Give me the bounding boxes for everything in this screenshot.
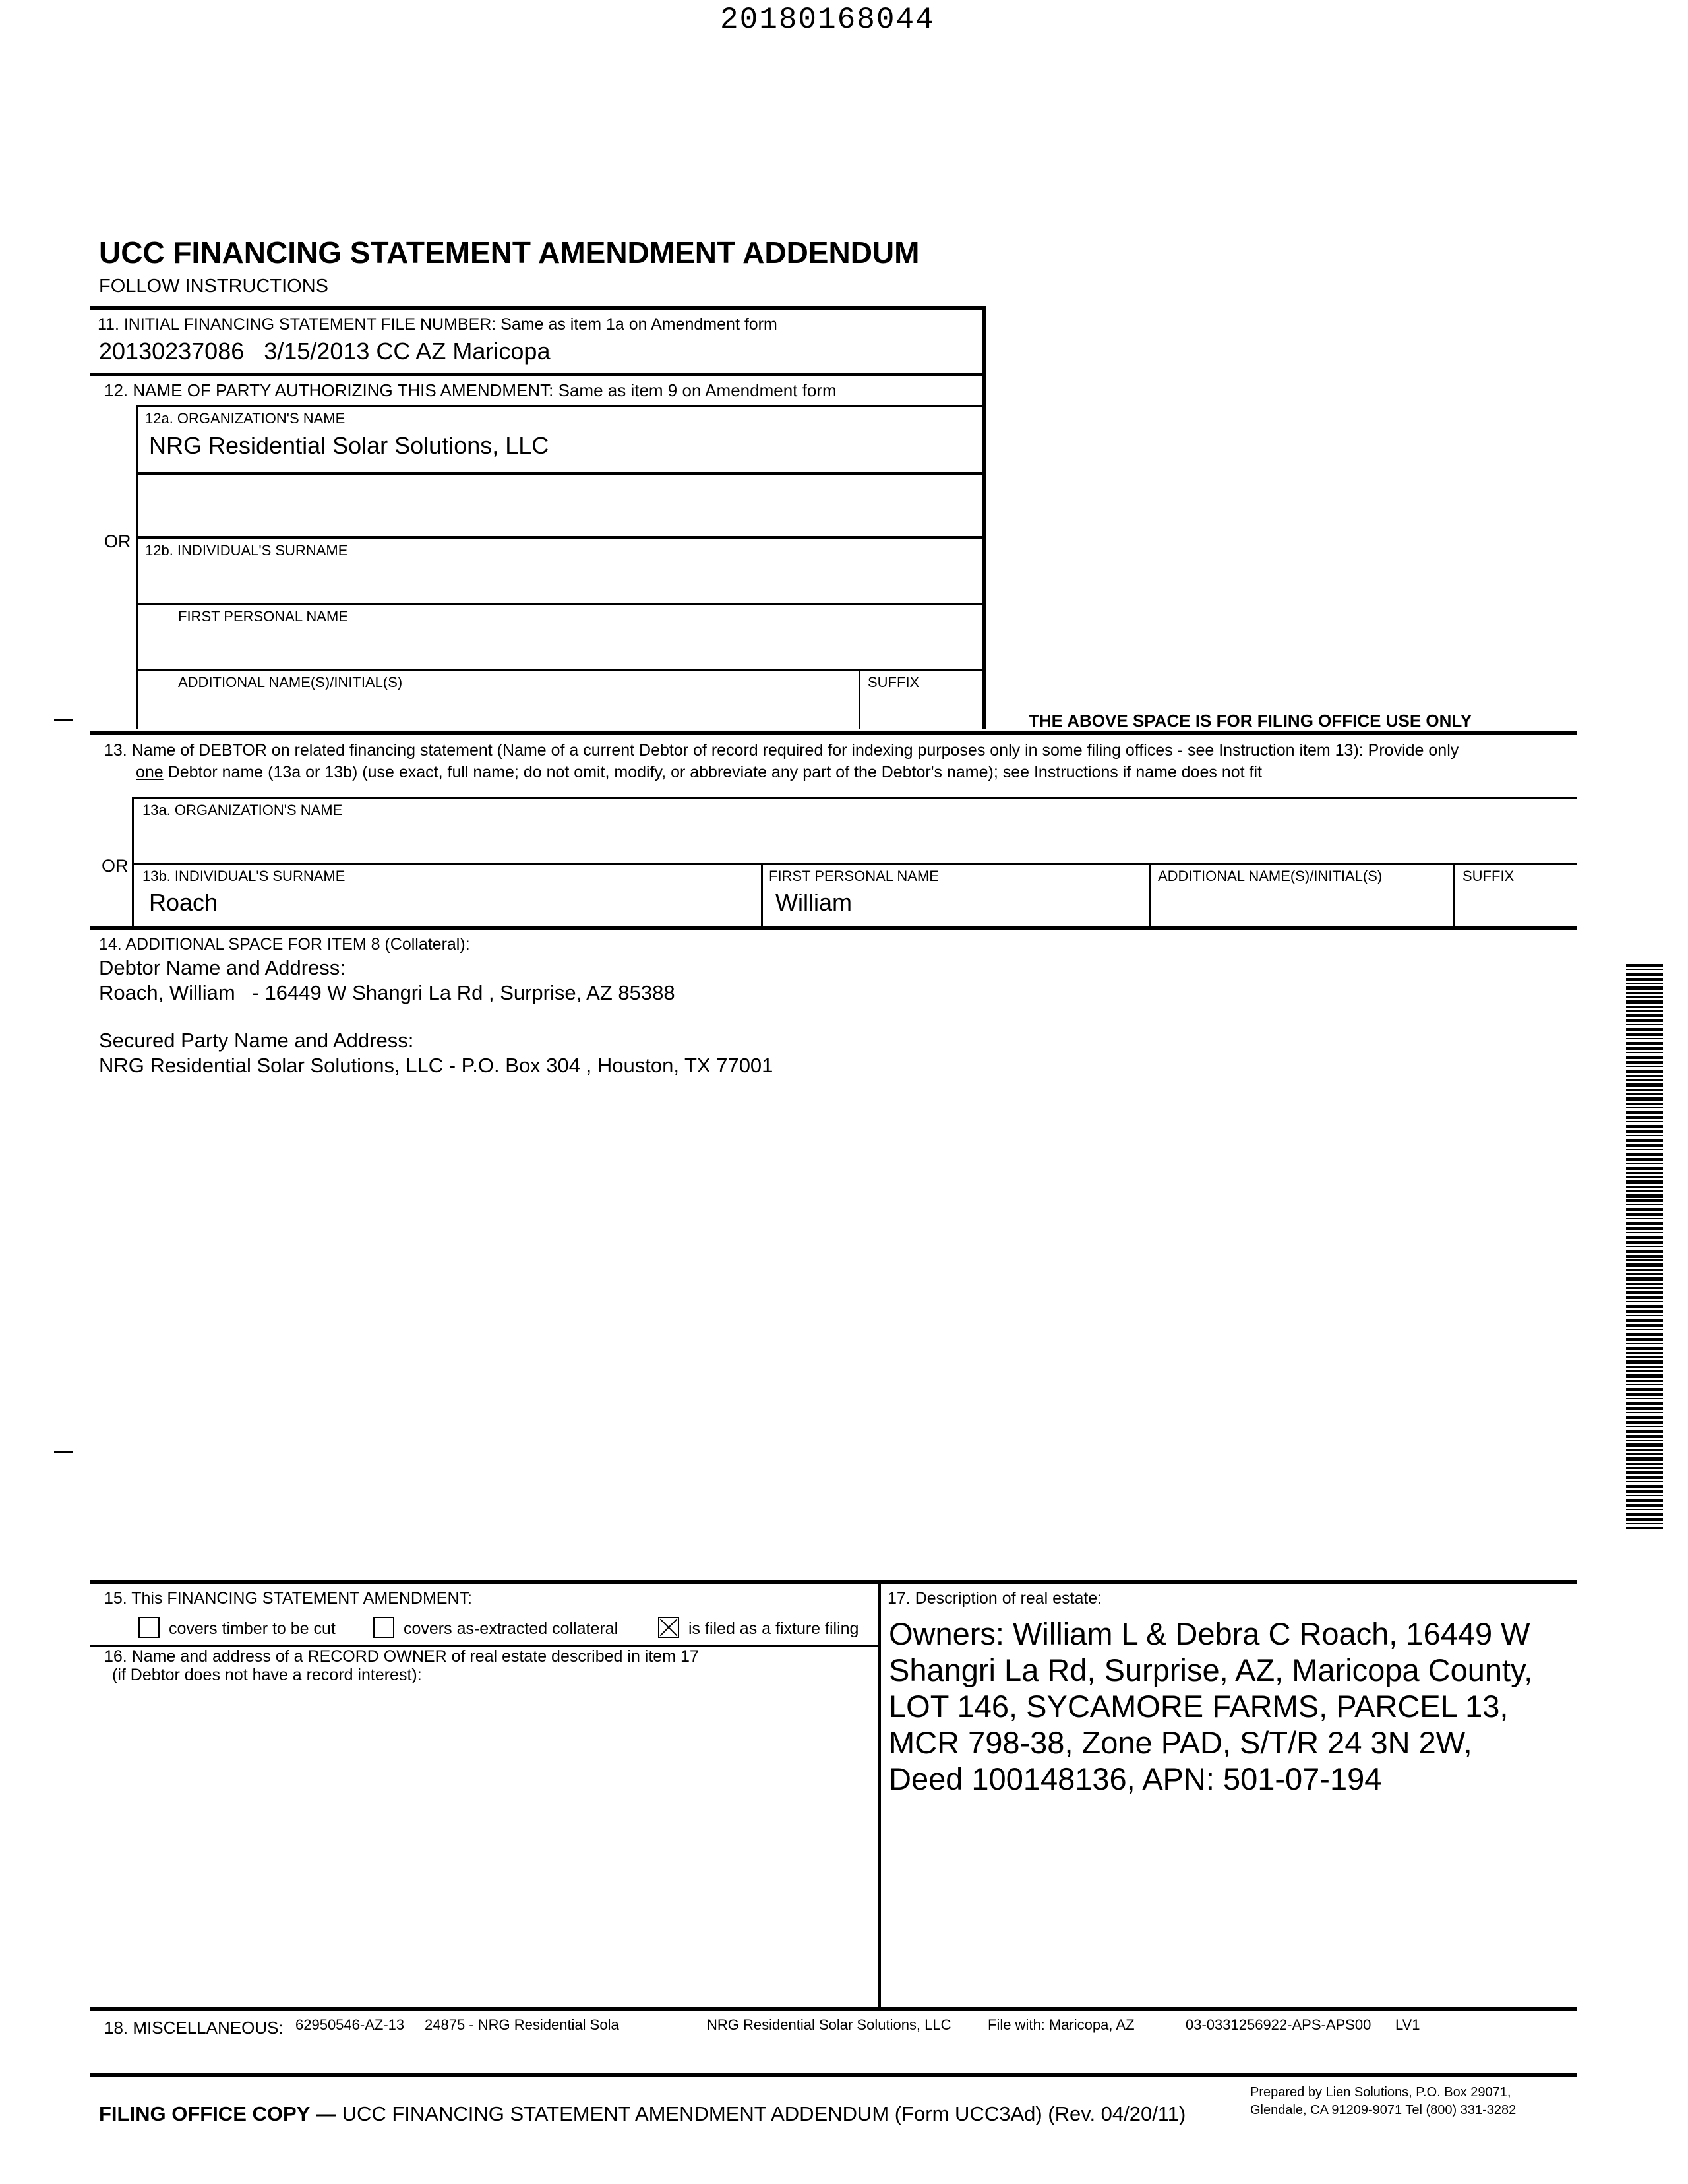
item16-label-line2: (if Debtor does not have a record interest): <box>112 1666 422 1684</box>
timber-checkbox[interactable] <box>138 1617 160 1638</box>
item12b-additional-label: ADDITIONAL NAME(S)/INITIAL(S) <box>178 674 403 690</box>
item13a-top-rule <box>132 797 1577 799</box>
item12a-extra-rule <box>136 536 986 539</box>
item13a-bottom-rule <box>132 863 1577 865</box>
item17-line-5: Deed 100148136, APN: 501-07-194 <box>889 1761 1382 1796</box>
item11-value: 20130237086 3/15/2013 CC AZ Maricopa <box>99 338 551 365</box>
prepared-by-line-2: Glendale, CA 91209-9071 Tel (800) 331-3282 <box>1250 2103 1517 2117</box>
item12a-value: NRG Residential Solar Solutions, LLC <box>149 432 549 459</box>
item13-label-line2 <box>136 763 1262 782</box>
items15-17-top-border <box>90 1580 1577 1584</box>
item18-field-6: LV1 <box>1395 2017 1420 2033</box>
item13b-surname-value: Roach <box>149 889 218 916</box>
item13-bottom-border <box>90 926 1577 930</box>
filing-office-note: THE ABOVE SPACE IS FOR FILING OFFICE USE ONLY <box>1029 711 1472 731</box>
footer-dash: — <box>315 2102 336 2125</box>
fixture-filing-option-label: is filed as a fixture filing <box>688 1620 859 1638</box>
footer-form-line <box>99 2102 1186 2126</box>
item17-line-4: MCR 798-38, Zone PAD, S/T/R 24 3N 2W, <box>889 1725 1472 1760</box>
item13b-surname-label: 13b. INDIVIDUAL'S SURNAME <box>142 868 346 884</box>
item14-label: 14. ADDITIONAL SPACE FOR ITEM 8 (Collateral): <box>99 935 470 954</box>
prepared-by-line-1: Prepared by Lien Solutions, P.O. Box 29071, <box>1250 2085 1511 2100</box>
fixture-filing-checkbox[interactable] <box>658 1617 679 1638</box>
as-extracted-option-label: covers as-extracted collateral <box>404 1620 618 1638</box>
item18-field-5: 03-0331256922-APS-APS00 <box>1186 2017 1372 2033</box>
item13-label-line1: 13. Name of DEBTOR on related financing statement (Name of a current Debtor of record required for indexing purposes only in some filing offices - see Instruction item 13): Provide only <box>104 741 1459 760</box>
footer-form-text: UCC FINANCING STATEMENT AMENDMENT ADDENDUM (Form UCC3Ad) (Rev. 04/20/11) <box>342 2102 1186 2125</box>
margin-tick-upper <box>54 719 73 721</box>
item13a-label: 13a. ORGANIZATION'S NAME <box>142 802 343 818</box>
item12b-surname-label: 12b. INDIVIDUAL'S SURNAME <box>145 542 348 559</box>
item14-secured-value: NRG Residential Solar Solutions, LLC - P.O. Box 304 , Houston, TX 77001 <box>99 1054 773 1077</box>
item13-label-line2-text: Debtor name (13a or 13b) (use exact, full name; do not omit, modify, or abbreviate any part of the Debtor's name); see Instructions if name does not fit <box>163 763 1262 781</box>
timber-option-label: covers timber to be cut <box>169 1620 336 1638</box>
item12-or-label: OR <box>104 531 131 551</box>
item14-secured-heading: Secured Party Name and Address: <box>99 1029 414 1052</box>
form-title: UCC FINANCING STATEMENT AMENDMENT ADDENDUM <box>99 235 920 270</box>
item13-or-label: OR <box>102 856 129 876</box>
item12a-label: 12a. ORGANIZATION'S NAME <box>145 410 346 427</box>
filing-office-copy-label: FILING OFFICE COPY <box>99 2102 311 2125</box>
prepared-by-block <box>1250 2084 1516 2119</box>
item18-field-4: File with: Maricopa, AZ <box>988 2017 1135 2033</box>
footer-top-rule <box>90 2073 1577 2077</box>
item18-label: 18. MISCELLANEOUS: <box>104 2018 284 2038</box>
item13-one-emphasis: one <box>136 763 164 781</box>
item12b-suffix-label: SUFFIX <box>868 674 920 690</box>
item18-field-1: 62950546-AZ-13 <box>295 2017 405 2033</box>
item12b-suffix-divider <box>859 669 860 729</box>
item14-debtor-heading: Debtor Name and Address: <box>99 956 346 979</box>
item11-top-border <box>90 306 986 310</box>
barcode-graphic <box>1626 964 1663 1529</box>
item12a-bottom-rule <box>136 472 986 475</box>
item12b-first-label: FIRST PERSONAL NAME <box>178 608 348 624</box>
item14-debtor-value: Roach, William - 16449 W Shangri La Rd , Surprise, AZ 85388 <box>99 981 675 1004</box>
follow-instructions: FOLLOW INSTRUCTIONS <box>99 276 329 297</box>
item11-bottom-border <box>90 373 986 376</box>
item15-bottom-rule <box>90 1645 880 1647</box>
item13b-divider-2 <box>1149 863 1151 928</box>
item12-label: 12. NAME OF PARTY AUTHORIZING THIS AMENDMENT: Same as item 9 on Amendment form <box>104 380 837 400</box>
item13b-suffix-label: SUFFIX <box>1462 868 1515 884</box>
margin-tick-lower <box>54 1451 73 1453</box>
item12-left-border <box>136 406 138 729</box>
item13b-divider-3 <box>1453 863 1455 928</box>
item18-field-3: NRG Residential Solar Solutions, LLC <box>707 2017 951 2033</box>
item13b-divider-1 <box>761 863 763 928</box>
item12-header-rule <box>136 405 986 407</box>
item11-right-border <box>982 306 986 729</box>
as-extracted-checkbox[interactable] <box>373 1617 394 1638</box>
item17-line-3: LOT 146, SYCAMORE FARMS, PARCEL 13, <box>889 1689 1509 1724</box>
item12b-surname-rule <box>136 603 986 605</box>
item15-label: 15. This FINANCING STATEMENT AMENDMENT: <box>104 1589 472 1608</box>
item17-line-2: Shangri La Rd, Surprise, AZ, Maricopa County, <box>889 1653 1533 1687</box>
item16-label-line1: 16. Name and address of a RECORD OWNER of real estate described in item 17 <box>104 1647 699 1666</box>
item18-field-2: 24875 - NRG Residential Sola <box>425 2017 619 2033</box>
item17-line-1: Owners: William L & Debra C Roach, 16449 W <box>889 1616 1530 1651</box>
item17-label: 17. Description of real estate: <box>888 1589 1102 1608</box>
item13b-first-value: William <box>775 889 852 916</box>
item13-top-border <box>90 731 1577 735</box>
item13b-first-label: FIRST PERSONAL NAME <box>769 868 939 884</box>
item13b-additional-label: ADDITIONAL NAME(S)/INITIAL(S) <box>1158 868 1383 884</box>
document-number: 20180168044 <box>720 3 935 37</box>
item11-label: 11. INITIAL FINANCING STATEMENT FILE NUMBER: Same as item 1a on Amendment form <box>98 315 777 334</box>
item17-description <box>889 1616 1532 1797</box>
item18-top-border <box>90 2007 1577 2011</box>
